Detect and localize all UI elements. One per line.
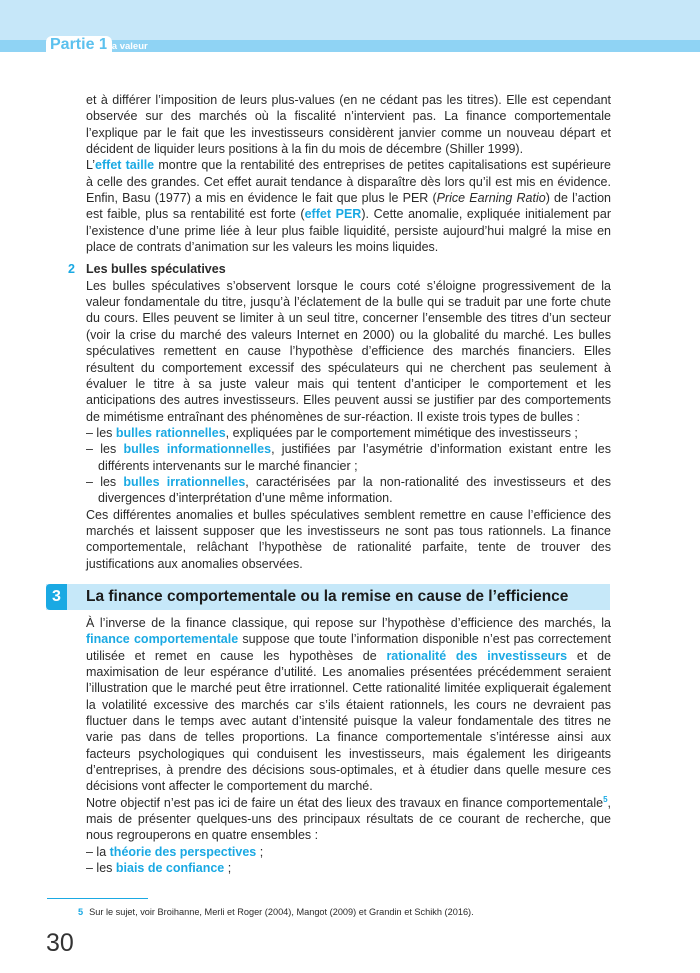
text-block-2 [86, 278, 611, 572]
text-block-1 [86, 92, 611, 255]
section-title: La finance comportementale ou la remise en cause de l’efficience [86, 587, 569, 605]
footnote-text: Sur le sujet, voir Broihanne, Merli et Roger (2004), Mangot (2009) et Grandin et Schikh (2016). [89, 907, 474, 918]
text-run: Ces différentes anomalies et bulles spéculatives semblent remettre en cause l’efficience des marchés et laissent supposer que les investisseurs ne sont pas tous rationnels. La finance comportementale, relâchant l’hypothèse de rationalité parfaite, tente de trouver des justifications aux anomalies observées. [86, 507, 611, 571]
text-run: , mais de présenter quelques-uns des principaux résultats de ce courant de recherche, que nous regrouperons en quatre ensembles : [86, 795, 611, 843]
text-run: , caractérisées par la non-rationalité des investisseurs et des divergences d’interprétation d’une même information. [98, 474, 611, 506]
text-run: – les [86, 474, 124, 489]
text-run: suppose que toute l’information disponible n’est pas correctement utilisée et remet en cause les hypothèses de [86, 632, 611, 663]
list-item [86, 844, 611, 860]
list-item [86, 441, 611, 474]
section-number: 3 [46, 584, 67, 610]
text-run: L’ [86, 158, 96, 173]
text-run: Notre objectif n’est pas ici de faire un état des lieux des travaux en finance comportementale [86, 795, 604, 810]
text-run: ) de l’action est faible, plus sa rentabilité est forte ( [86, 191, 611, 222]
part-subtitle: La valeur [106, 41, 148, 52]
part-label: Partie 1 [46, 36, 112, 53]
text-run: et de maximisation de leur espérance d’utilité. Les anomalies présentées précédemment seraient l’illustration que le marché peut être irrationnel. Cette rationalité limitée expliquerait également la volatilité excessive des marchés car s’ils étaient rationnels, les cours ne devraient pas fluctuer dans le temps avec autant d’intensité puisque la valeur fondamentale des titres ne varie pas dans de telles proportions. La finance comportementale s’intéresse ainsi aux facteurs psychologiques qui conduisent les investisseurs, mais également les dirigeants d’entreprises, à prendre des décisions sous-optimales, et à étudier dans quelle mesure ces décisions vont affecter le comportement du marché. [86, 648, 611, 794]
key-term: bulles irrationnelles [123, 474, 246, 489]
section-3-banner [46, 584, 610, 610]
paragraph [86, 615, 611, 795]
key-term: effet taille [95, 158, 155, 173]
paragraph [86, 278, 611, 425]
text-run: – les [86, 442, 124, 457]
list-item [86, 860, 611, 876]
text-block-3 [86, 615, 611, 877]
footnote [78, 906, 700, 918]
text-run: Price Earning Ratio [436, 191, 546, 206]
paragraph [86, 507, 611, 572]
list-item [86, 425, 611, 441]
text-run: Les bulles spéculatives s’observent lorsque le cours coté s’éloigne progressivement de la valeur fondamentale du titre, jusqu’à l’éclatement de la bulle qui se traduit par une forte chute du cours. Elles peuvent se limiter à un seul titre, concerner l’ensemble des titres d’un secteur (voir la crise du marché des valeurs Internet en 2000) ou la globalité du marché. Les bulles spéculatives remettent en cause l’hypothèse d’efficience des marchés financiers. Elles résultent du comportement excessif des spéculateurs qui ne cherchent pas seulement à évaluer le titre à sa juste valeur mais qui tentent d’anticiper le comportement et les anticipations des autres investisseurs. Elles peuvent aussi se justifier par des comportements de mimétisme entraînant des phénomènes de sur-réaction. Il existe trois types de bulles : [86, 278, 611, 424]
paragraph [86, 157, 611, 255]
text-run: montre que la rentabilité des entreprises de petites capitalisations est supérieure à celle des grandes. Cet effet aurait tendance à disparaître dès lors qu’il est mis en évidence. Enfin, Basu (1977) a mis en évidence le fait que plus le PER ( [86, 158, 611, 206]
text-run: À l’inverse de la finance classique, qui repose sur l’hypothèse d’efficience des marchés, la [86, 615, 611, 630]
paragraph [86, 92, 611, 157]
key-term: effet PER [304, 207, 362, 222]
footnote-ref[interactable]: 5 [603, 794, 608, 804]
text-run: ; [256, 844, 264, 859]
list-item [86, 474, 611, 507]
text-run: – les [86, 425, 116, 440]
section-number: 2 [68, 262, 75, 277]
text-run: ; [224, 861, 232, 876]
key-term: finance comportementale [86, 632, 239, 647]
key-term: bulles informationnelles [123, 442, 272, 457]
text-run: – la [86, 844, 110, 859]
page-number: 30 [46, 929, 74, 958]
key-term: théorie des perspectives [109, 844, 257, 859]
section-title: Les bulles spéculatives [86, 262, 226, 277]
key-term: rationalité des investisseurs [386, 648, 568, 663]
text-run: , expliquées par le comportement mimétique des investisseurs ; [225, 425, 578, 440]
section-2-heading [68, 261, 700, 277]
text-run: ). Cette anomalie, expliquée initialement par l’existence d’une prime liée à leur plus faible liquidité, persiste aujourd’hui malgré la mise en place de contrats d’animation sur les valeurs les moins liquides. [86, 207, 611, 255]
text-run: et à différer l’imposition de leurs plus-values (en ne cédant pas les titres). Elle est cependant observée sur des marchés où la fiscalité n’intervient pas. La finance comportementale l’explique par le fait que les investisseurs considèrent janvier comme un nouveau départ et décident de liquider leurs positions à la fin du mois de décembre (Shiller 1999). [86, 93, 611, 157]
footnote-divider [47, 898, 148, 899]
text-run: – les [86, 861, 116, 876]
key-term: bulles rationnelles [115, 425, 226, 440]
paragraph [86, 795, 611, 844]
key-term: biais de confiance [115, 861, 225, 876]
text-run: , justifiées par l’asymétrie d’information existant entre les différents intervenants sur le marché financier ; [98, 442, 611, 473]
footnote-number: 5 [78, 907, 84, 918]
